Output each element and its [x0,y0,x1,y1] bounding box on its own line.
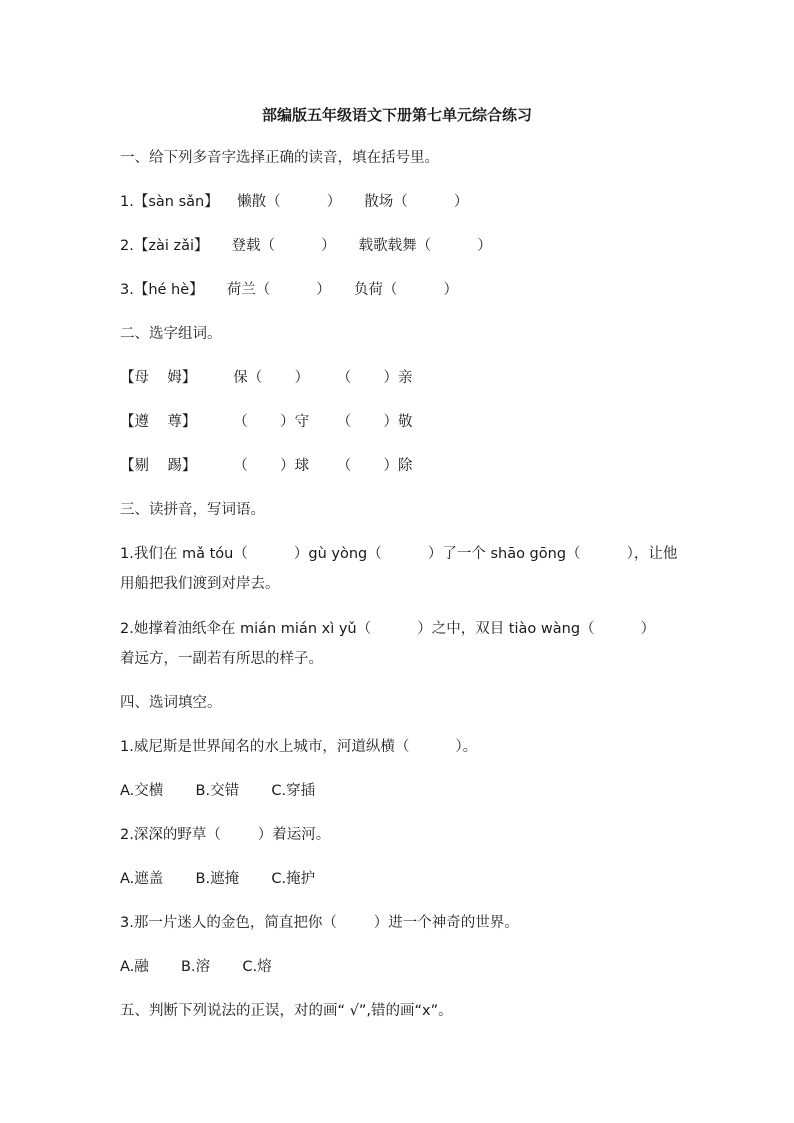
section-3-q1-line-2: 用船把我们渡到对岸去。 [120,576,280,592]
section-2-heading: 二、选字组词。 [120,326,222,342]
section-3-heading: 三、读拼音，写词语。 [120,502,265,518]
section-1-heading: 一、给下列多音字选择正确的读音，填在括号里。 [120,150,439,166]
section-4-heading: 四、选词填空。 [120,695,222,711]
section-3-q1-line-1: 1.我们在 mǎ tóu（ ）gù yòng（ ）了一个 shāo gōng（ ），让他 [120,546,678,562]
section-4-options-2: A.遮盖 B.遮掩 C.掩护 [120,871,316,887]
section-5-heading: 五、判断下列说法的正误，对的画“ √”,错的画“x”。 [120,1003,453,1019]
section-4-question-1: 1.威尼斯是世界闻名的水上城市，河道纵横（ ）。 [120,739,478,755]
section-4-options-3: A.融 B.溶 C.熔 [120,959,272,975]
section-4-options-1: A.交横 B.交错 C.穿插 [120,783,316,799]
section-1-item-3: 3.【hé hè】 荷兰（ ） 负荷（ ） [120,282,458,298]
section-2-item-1: 【母 姆】 保（ ） （ ）亲 [120,370,413,386]
section-3-q2-line-2: 着远方，一副若有所思的样子。 [120,651,323,667]
section-2-item-2: 【遵 尊】 （ ）守 （ ）敬 [120,414,413,430]
section-2-item-3: 【剔 踢】 （ ）球 （ ）除 [120,458,413,474]
section-3-q2-line-1: 2.她撑着油纸伞在 mián mián xì yǔ（ ）之中，双目 tiào wàng（ ） [120,621,656,637]
page-title: 部编版五年级语文下册第七单元综合练习 [261,106,532,124]
section-1-item-1: 1.【sàn sǎn】 懒散（ ） 散场（ ） [120,194,469,210]
section-4-question-2: 2.深深的野草（ ）着运河。 [120,827,331,843]
section-1-item-2: 2.【zài zǎi】 登载（ ） 载歌载舞（ ） [120,238,492,254]
section-4-question-3: 3.那一片迷人的金色，简直把你（ ）进一个神奇的世界。 [120,915,519,931]
